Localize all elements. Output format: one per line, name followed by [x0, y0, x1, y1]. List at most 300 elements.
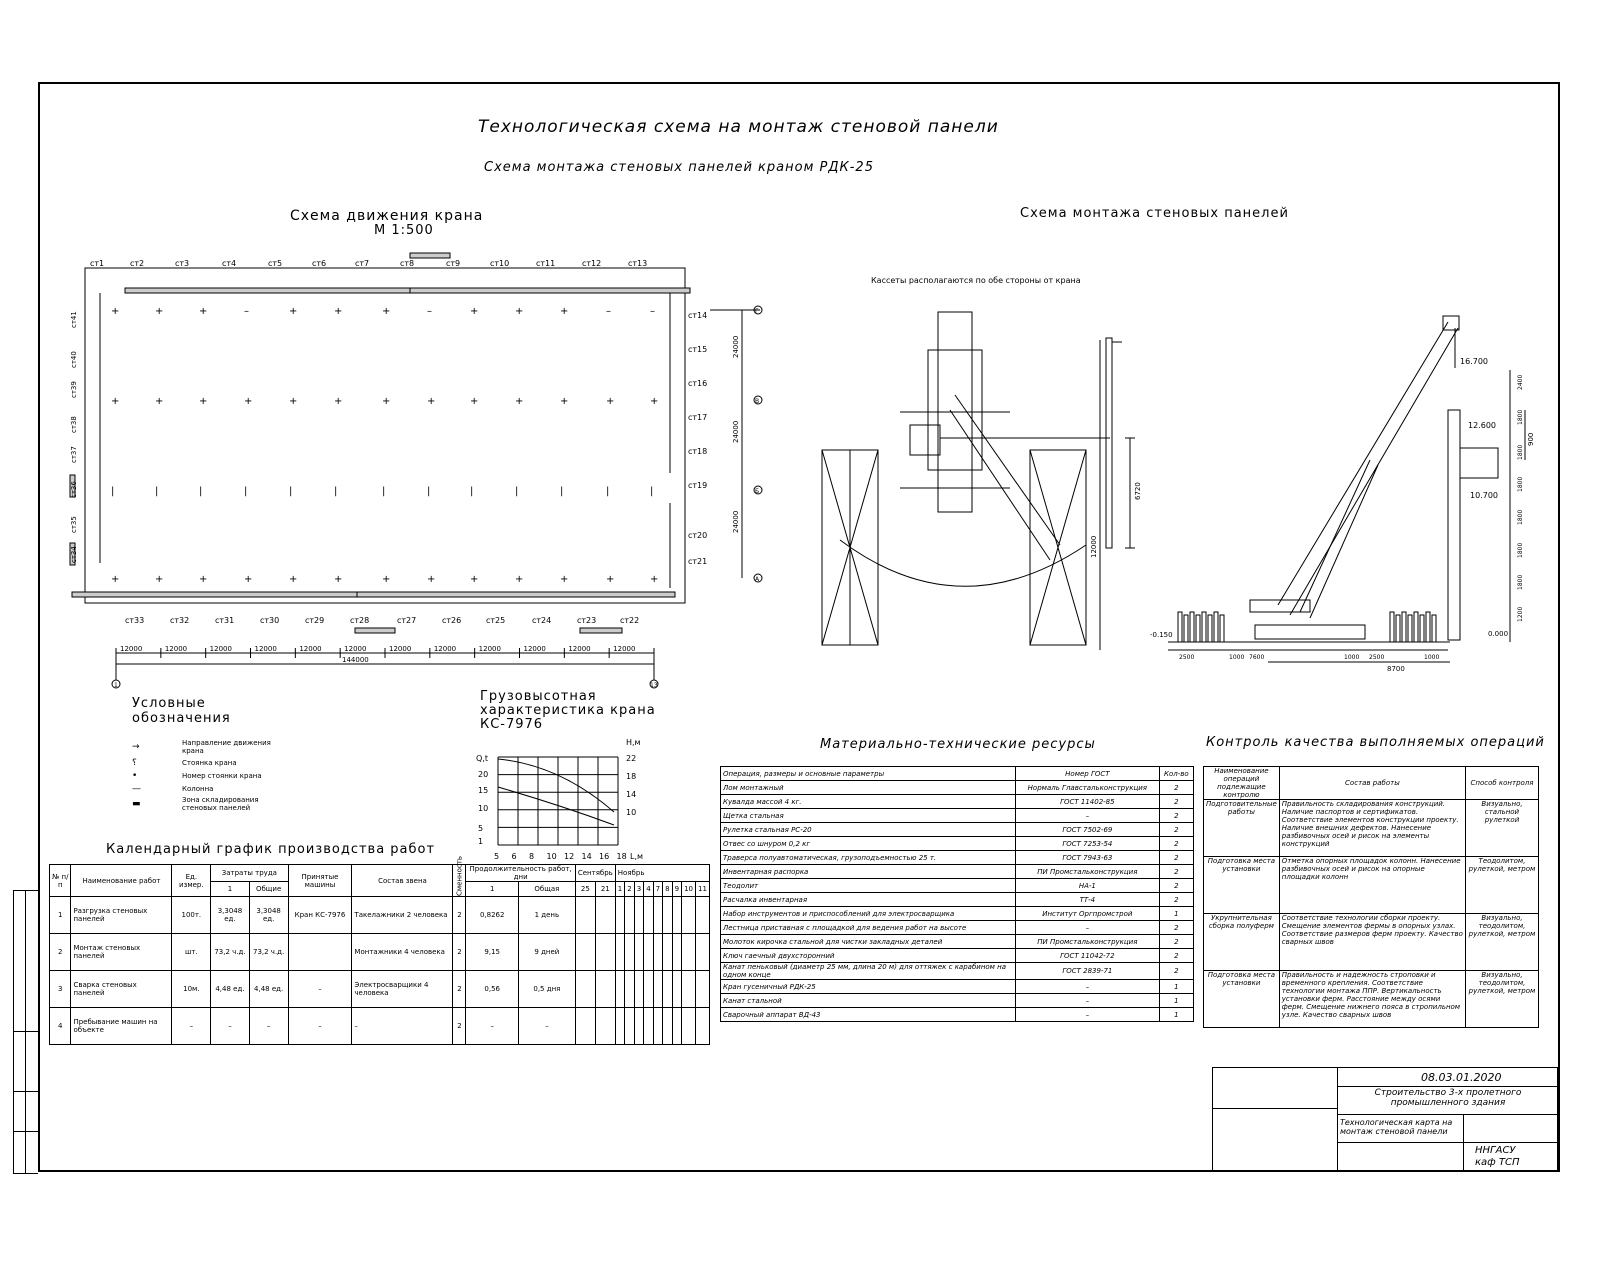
- stop-label-left: ст40: [70, 351, 78, 368]
- cal-cell: 4,48 ед.: [211, 971, 250, 1008]
- column-mark: +: [560, 396, 569, 407]
- res-cell: –: [1016, 994, 1160, 1008]
- chart-ylabel-right: H,м: [626, 738, 641, 747]
- cal-day-cell: [575, 971, 595, 1008]
- res-cell: НА-1: [1016, 879, 1160, 893]
- cal-day-cell: [682, 1008, 696, 1045]
- legend-label: Зона складирования стеновых панелей: [182, 796, 259, 812]
- vertical-dim: 24000: [732, 420, 740, 443]
- column-mark: +: [111, 306, 120, 317]
- cal-day-cell: [663, 971, 672, 1008]
- cal-cell: Разгрузка стеновых панелей: [71, 897, 172, 934]
- stop-label-left: ст37: [70, 446, 78, 463]
- span-dim: 12000: [523, 645, 546, 653]
- stamp-code: 08.03.01.2020: [1421, 1071, 1502, 1084]
- stamp-project: Строительство 3-х пролетного промышленного здания: [1374, 1088, 1522, 1108]
- cal-day-cell: [644, 971, 653, 1008]
- column-mark: +: [334, 306, 343, 317]
- crane-move-title: Схема движения крана: [290, 208, 484, 224]
- qc-cell: Подготовительные работы: [1204, 800, 1280, 857]
- stop-label-right: ст19: [688, 481, 708, 490]
- crane-char-title: Грузовысотная характеристика крана КС-7976: [480, 689, 656, 732]
- res-header: Операция, размеры и основные параметры: [721, 767, 1016, 781]
- cal-day-cell: [575, 897, 595, 934]
- column-mark: –: [606, 306, 611, 317]
- chart-ylabel-left: Q,t: [476, 754, 488, 763]
- res-cell: 2: [1159, 809, 1193, 823]
- table-row: [721, 809, 1194, 823]
- column-mark: |: [244, 486, 248, 497]
- cal-h-ctotal: Общие: [249, 882, 288, 897]
- vertical-dim: 24000: [732, 510, 740, 533]
- res-cell: Отвес со шнуром 0,2 кг: [721, 837, 1016, 851]
- res-cell: 2: [1159, 893, 1193, 907]
- stop-label-bottom: ст25: [486, 616, 506, 625]
- cal-cell: 2: [453, 897, 466, 934]
- stop-label-top: ст5: [268, 259, 283, 268]
- column-mark: |: [650, 486, 654, 497]
- cal-day-cell: [672, 934, 681, 971]
- column-mark: +: [606, 574, 615, 585]
- res-cell: –: [1016, 1008, 1160, 1022]
- cal-day: 1: [615, 882, 624, 897]
- table-row: [721, 980, 1194, 994]
- column-mark: +: [382, 306, 391, 317]
- res-cell: Расчалка инвентарная: [721, 893, 1016, 907]
- res-cell: –: [1016, 809, 1160, 823]
- legend-item: [132, 756, 292, 769]
- cal-h-name: Наименование работ: [71, 865, 172, 897]
- row-axis-label: А: [755, 576, 760, 583]
- cal-day-cell: [696, 1008, 710, 1045]
- column-mark: +: [650, 396, 659, 407]
- quality-title: Контроль качества выполняемых операций: [1206, 735, 1545, 750]
- legend-label: Колонна: [182, 784, 214, 793]
- legend-item: [132, 769, 292, 782]
- stop-label-bottom: ст32: [170, 616, 190, 625]
- cal-cell: Пребывание машин на объекте: [71, 1008, 172, 1045]
- cal-day-cell: [615, 897, 624, 934]
- stop-label-top: ст7: [355, 259, 370, 268]
- qc-cell: Правильность и надежность строповки и временного крепления. Соответствие технологии монтажа ППР. Вертикальность установки ферм. Расстояние между осями ферм. Смещение нижнего пояса в стропильном узле. Качество сварных швов: [1279, 971, 1465, 1028]
- column-mark: +: [155, 396, 164, 407]
- res-cell: Набор инструментов и приспособлений для электросварщика: [721, 907, 1016, 921]
- table-row: [721, 823, 1194, 837]
- chart-xtick: 5: [494, 852, 500, 861]
- column-mark: +: [427, 574, 436, 585]
- cal-cell: –: [288, 1008, 352, 1045]
- column-mark: +: [560, 306, 569, 317]
- table-row: [721, 795, 1194, 809]
- cal-cell: Электросварщики 4 человека: [352, 971, 453, 1008]
- res-cell: ТТ-4: [1016, 893, 1160, 907]
- cal-cell: 3: [50, 971, 71, 1008]
- res-cell: Кувалда массой 4 кг.: [721, 795, 1016, 809]
- panel-scheme-drawing: [800, 300, 1560, 680]
- span-dim: 12000: [344, 645, 367, 653]
- stop-label-bottom: ст24: [532, 616, 552, 625]
- cal-day-cell: [672, 897, 681, 934]
- quality-table: [1203, 766, 1539, 1028]
- legend-item: [132, 782, 292, 795]
- cal-day-cell: [682, 971, 696, 1008]
- cal-cell: 3,3048 ед.: [249, 897, 288, 934]
- column-mark: +: [155, 574, 164, 585]
- chart-xtick: 16: [599, 852, 610, 861]
- column-mark: |: [515, 486, 519, 497]
- span-dim: 12000: [568, 645, 591, 653]
- table-row: [50, 971, 710, 1008]
- elev-0000: 0.000: [1488, 630, 1509, 638]
- cal-cell: 73,2 ч.д.: [249, 934, 288, 971]
- cal-cell: Монтаж стеновых панелей: [71, 934, 172, 971]
- cal-h-machines: Принятые машины: [288, 865, 352, 897]
- row-axis-label: Г: [755, 308, 759, 315]
- column-mark: |: [470, 486, 474, 497]
- res-cell: ГОСТ 7943-63: [1016, 851, 1160, 865]
- res-header: Номер ГОСТ: [1016, 767, 1160, 781]
- res-cell: Теодолит: [721, 879, 1016, 893]
- table-row: [50, 1008, 710, 1045]
- cal-day-cell: [663, 934, 672, 971]
- stop-label-left: ст36: [70, 481, 78, 498]
- column-mark: +: [289, 574, 298, 585]
- res-cell: Лестница приставная с площадкой для ведения работ на высоте: [721, 921, 1016, 935]
- stop-label-left: ст35: [70, 516, 78, 533]
- cal-h-costs: Затраты труда: [211, 865, 288, 882]
- qc-cell: Соответствие технологии сборки проекту. Смещение элементов фермы в опорных узлах. Соответствие размеров ферм проекту. Качество сварных швов: [1279, 914, 1465, 971]
- row-axis-label: В: [755, 398, 760, 405]
- vertical-dim: 24000: [732, 335, 740, 358]
- dim-900: 900: [1527, 432, 1535, 446]
- section-dim-right: 1200: [1517, 606, 1524, 622]
- chart-xtick: 14: [581, 852, 592, 861]
- res-cell: 1: [1159, 994, 1193, 1008]
- cal-day-cell: [672, 971, 681, 1008]
- column-mark: |: [155, 486, 159, 497]
- span-dim: 12000: [433, 645, 457, 653]
- stop-label-bottom: ст29: [305, 616, 325, 625]
- column-mark: |: [560, 486, 564, 497]
- stop-label-right: ст14: [688, 311, 708, 320]
- qc-header: Состав работы: [1279, 767, 1465, 800]
- cal-cell: 73,2 ч.д.: [211, 934, 250, 971]
- section-dim-right: 1800: [1517, 574, 1524, 590]
- table-row: [721, 851, 1194, 865]
- table-row: [721, 921, 1194, 935]
- cal-day: 2: [625, 882, 634, 897]
- cal-cell: 9 дней: [518, 934, 575, 971]
- side-stamp: [13, 890, 38, 1174]
- stop-label-top: ст4: [222, 259, 237, 268]
- stop-label-bottom: ст26: [442, 616, 462, 625]
- table-row: [50, 934, 710, 971]
- column-mark: +: [289, 396, 298, 407]
- span-dim: 12000: [209, 645, 232, 653]
- cal-day-cell: [634, 971, 643, 1008]
- res-cell: Сварочный аппарат ВД-43: [721, 1008, 1016, 1022]
- section-dim-bottom: 1000: [1229, 654, 1245, 661]
- cal-day: 10: [682, 882, 696, 897]
- elev-12600: 12.600: [1468, 421, 1496, 430]
- elev-10700: 10.700: [1470, 491, 1498, 500]
- cal-h-dtotal: Общая: [518, 882, 575, 897]
- cal-day: 8: [663, 882, 672, 897]
- cal-cell: 0,56: [466, 971, 518, 1008]
- cal-day-cell: [653, 971, 662, 1008]
- cal-h-c1: 1: [211, 882, 250, 897]
- cal-cell: –: [249, 1008, 288, 1045]
- column-mark: +: [111, 574, 120, 585]
- cal-cell: шт.: [172, 934, 211, 971]
- stamp-dept: каф ТСП: [1475, 1157, 1520, 1168]
- chart-ytick-right: 10: [626, 808, 637, 817]
- stop-label-bottom: ст28: [350, 616, 370, 625]
- qc-cell: Визуально, стальной рулеткой: [1466, 800, 1539, 857]
- table-row: [1204, 857, 1539, 914]
- stop-label-top: ст2: [130, 259, 145, 268]
- chart-xtick: 8: [529, 852, 535, 861]
- chart-ytick-right: 14: [626, 790, 637, 799]
- legend-symbol-icon: →: [132, 742, 140, 752]
- cal-day-cell: [644, 934, 653, 971]
- table-row: [1204, 914, 1539, 971]
- qc-cell: Теодолитом, рулеткой, метром: [1466, 857, 1539, 914]
- stop-label-left: ст34: [70, 546, 78, 563]
- column-mark: +: [199, 306, 208, 317]
- legend-label: Номер стоянки крана: [182, 771, 262, 780]
- res-cell: Кран гусеничный РДК-25: [721, 980, 1016, 994]
- column-mark: –: [427, 306, 432, 317]
- res-cell: 2: [1159, 921, 1193, 935]
- cal-day-cell: [634, 897, 643, 934]
- section-dim-right: 1800: [1517, 476, 1524, 492]
- section-dim-right: 2400: [1517, 374, 1524, 390]
- column-mark: +: [470, 396, 479, 407]
- column-mark: +: [650, 574, 659, 585]
- cal-cell: –: [211, 1008, 250, 1045]
- chart-ytick-left: 20: [478, 770, 489, 779]
- qc-cell: Подготовка места установки: [1204, 857, 1280, 914]
- stop-label-right: ст21: [688, 557, 708, 566]
- cassettes-note: Кассеты располагаются по обе стороны от крана: [871, 276, 1081, 285]
- axis-start: 1: [114, 682, 118, 689]
- column-mark: +: [199, 396, 208, 407]
- column-mark: +: [470, 574, 479, 585]
- column-mark: +: [244, 574, 253, 585]
- section-dim-right: 1800: [1517, 444, 1524, 460]
- column-mark: +: [289, 306, 298, 317]
- chart-xtick: 6: [511, 852, 517, 861]
- cal-cell: Такелажники 2 человека: [352, 897, 453, 934]
- span-dim: 12000: [613, 645, 636, 653]
- chart-xlabel: L,м: [630, 852, 644, 861]
- span-total: 144000: [342, 656, 369, 664]
- cal-day-cell: [625, 1008, 634, 1045]
- column-mark: +: [427, 396, 436, 407]
- res-cell: Канат стальной: [721, 994, 1016, 1008]
- chart-xtick: 10: [546, 852, 557, 861]
- cal-cell: 4: [50, 1008, 71, 1045]
- row-axis-label: Б: [755, 488, 760, 495]
- stop-label-bottom: ст31: [215, 616, 235, 625]
- cal-h-month2: Ноябрь: [615, 865, 709, 882]
- cal-cell: –: [172, 1008, 211, 1045]
- res-cell: –: [1016, 921, 1160, 935]
- column-mark: +: [382, 574, 391, 585]
- span-dim: 12000: [120, 645, 143, 653]
- legend-symbol-icon: ⸮: [132, 757, 137, 768]
- stop-label-top: ст1: [90, 259, 105, 268]
- axis-end: 13: [650, 682, 658, 689]
- legend-symbol-icon: ▬: [132, 799, 141, 809]
- stop-label-bottom: ст23: [577, 616, 597, 625]
- legend: [132, 738, 292, 813]
- stop-label-top: ст8: [400, 259, 415, 268]
- cal-h-unit: Ед. измер.: [172, 865, 211, 897]
- table-row: [721, 935, 1194, 949]
- cal-cell: 2: [453, 934, 466, 971]
- res-cell: Щетка стальная: [721, 809, 1016, 823]
- stop-label-left: ст41: [70, 311, 78, 328]
- cal-day-cell: [595, 897, 615, 934]
- cal-cell: –: [288, 971, 352, 1008]
- column-mark: +: [244, 396, 253, 407]
- section-dim-bottom: 2500: [1179, 654, 1195, 661]
- section-dim-right: 1800: [1517, 409, 1524, 425]
- table-row: [1204, 800, 1539, 857]
- column-mark: +: [334, 396, 343, 407]
- elev-neg: -0.150: [1150, 631, 1173, 639]
- legend-label: Стоянка крана: [182, 758, 237, 767]
- legend-symbol-icon: —: [132, 783, 141, 794]
- cal-day: 25: [575, 882, 595, 897]
- column-mark: +: [515, 306, 524, 317]
- chart-ytick-left: 15: [478, 786, 489, 795]
- legend-item: [132, 795, 292, 813]
- cal-day-cell: [625, 897, 634, 934]
- table-row: [721, 781, 1194, 795]
- column-mark: –: [650, 306, 655, 317]
- stop-label-right: ст15: [688, 345, 708, 354]
- column-mark: +: [334, 574, 343, 585]
- res-cell: 2: [1159, 823, 1193, 837]
- cal-cell: 2: [50, 934, 71, 971]
- stop-label-right: ст20: [688, 531, 708, 540]
- legend-label: Направление движения крана: [182, 739, 271, 755]
- legend-symbol-icon: •: [132, 770, 138, 781]
- qc-cell: Визуально, теодолитом, рулеткой, метром: [1466, 971, 1539, 1028]
- cal-day: 4: [644, 882, 653, 897]
- column-mark: +: [155, 306, 164, 317]
- res-cell: Рулетка стальная РС-20: [721, 823, 1016, 837]
- cal-cell: 2: [453, 971, 466, 1008]
- column-mark: |: [382, 486, 386, 497]
- column-mark: +: [515, 396, 524, 407]
- cal-cell: –: [352, 1008, 453, 1045]
- title-stamp: [1212, 1067, 1558, 1171]
- cal-h-shift: Сменность: [453, 865, 466, 897]
- cal-day-cell: [625, 934, 634, 971]
- cal-day-cell: [615, 934, 624, 971]
- cal-day-cell: [696, 971, 710, 1008]
- cal-day-cell: [653, 897, 662, 934]
- cal-cell: Кран КС-7976: [288, 897, 352, 934]
- cal-day-cell: [634, 934, 643, 971]
- res-cell: 2: [1159, 781, 1193, 795]
- cal-h-d1: 1: [466, 882, 518, 897]
- cal-day-cell: [615, 1008, 624, 1045]
- qc-cell: Подготовка места установки: [1204, 971, 1280, 1028]
- section-dim-bottom: 2500: [1369, 654, 1385, 661]
- cal-day-cell: [653, 1008, 662, 1045]
- res-cell: ГОСТ 2839-71: [1016, 963, 1160, 980]
- res-cell: 2: [1159, 879, 1193, 893]
- column-mark: |: [606, 486, 610, 497]
- res-cell: 2: [1159, 935, 1193, 949]
- table-row: [50, 897, 710, 934]
- res-header: Кол-во: [1159, 767, 1193, 781]
- stop-label-left: ст38: [70, 416, 78, 433]
- res-cell: Инвентарная распорка: [721, 865, 1016, 879]
- cal-day-cell: [595, 1008, 615, 1045]
- cal-day-cell: [682, 897, 696, 934]
- res-cell: Ключ гаечный двухсторонний: [721, 949, 1016, 963]
- cal-h-num: № п/п: [50, 865, 71, 897]
- column-mark: |: [427, 486, 431, 497]
- column-mark: +: [470, 306, 479, 317]
- cal-day: 3: [634, 882, 643, 897]
- stop-label-top: ст9: [446, 259, 461, 268]
- stop-label-bottom: ст27: [397, 616, 417, 625]
- res-cell: 2: [1159, 963, 1193, 980]
- res-cell: Траверса полуавтоматическая, грузоподъемностью 25 т.: [721, 851, 1016, 865]
- stop-label-top: ст3: [175, 259, 190, 268]
- span-dim: 12000: [389, 645, 412, 653]
- cal-day-cell: [672, 1008, 681, 1045]
- stamp-org: ННГАСУ: [1475, 1145, 1516, 1156]
- cal-cell: [288, 934, 352, 971]
- stop-label-bottom: ст33: [125, 616, 145, 625]
- table-row: [721, 879, 1194, 893]
- cal-cell: Монтажники 4 человека: [352, 934, 453, 971]
- resources-table: [720, 766, 1194, 1022]
- column-mark: |: [199, 486, 203, 497]
- stop-label-top: ст6: [312, 259, 327, 268]
- res-cell: Лом монтажный: [721, 781, 1016, 795]
- cal-day: 9: [672, 882, 681, 897]
- res-cell: 2: [1159, 837, 1193, 851]
- qc-cell: Визуально, теодолитом, рулеткой, метром: [1466, 914, 1539, 971]
- column-mark: |: [334, 486, 338, 497]
- stop-label-left: ст39: [70, 381, 78, 398]
- cal-cell: –: [466, 1008, 518, 1045]
- res-cell: ПИ Промстальконструкция: [1016, 865, 1160, 879]
- cal-day: 7: [653, 882, 662, 897]
- res-cell: 2: [1159, 865, 1193, 879]
- cal-cell: 9,15: [466, 934, 518, 971]
- table-row: [721, 893, 1194, 907]
- table-row: [721, 963, 1194, 980]
- stop-label-bottom: ст30: [260, 616, 280, 625]
- stop-label-top: ст13: [628, 259, 648, 268]
- res-cell: Молоток кирочка стальной для чистки закладных деталей: [721, 935, 1016, 949]
- cal-day-cell: [634, 1008, 643, 1045]
- column-mark: +: [382, 396, 391, 407]
- cal-h-crew: Состав звена: [352, 865, 453, 897]
- column-mark: –: [244, 306, 249, 317]
- table-row: [721, 994, 1194, 1008]
